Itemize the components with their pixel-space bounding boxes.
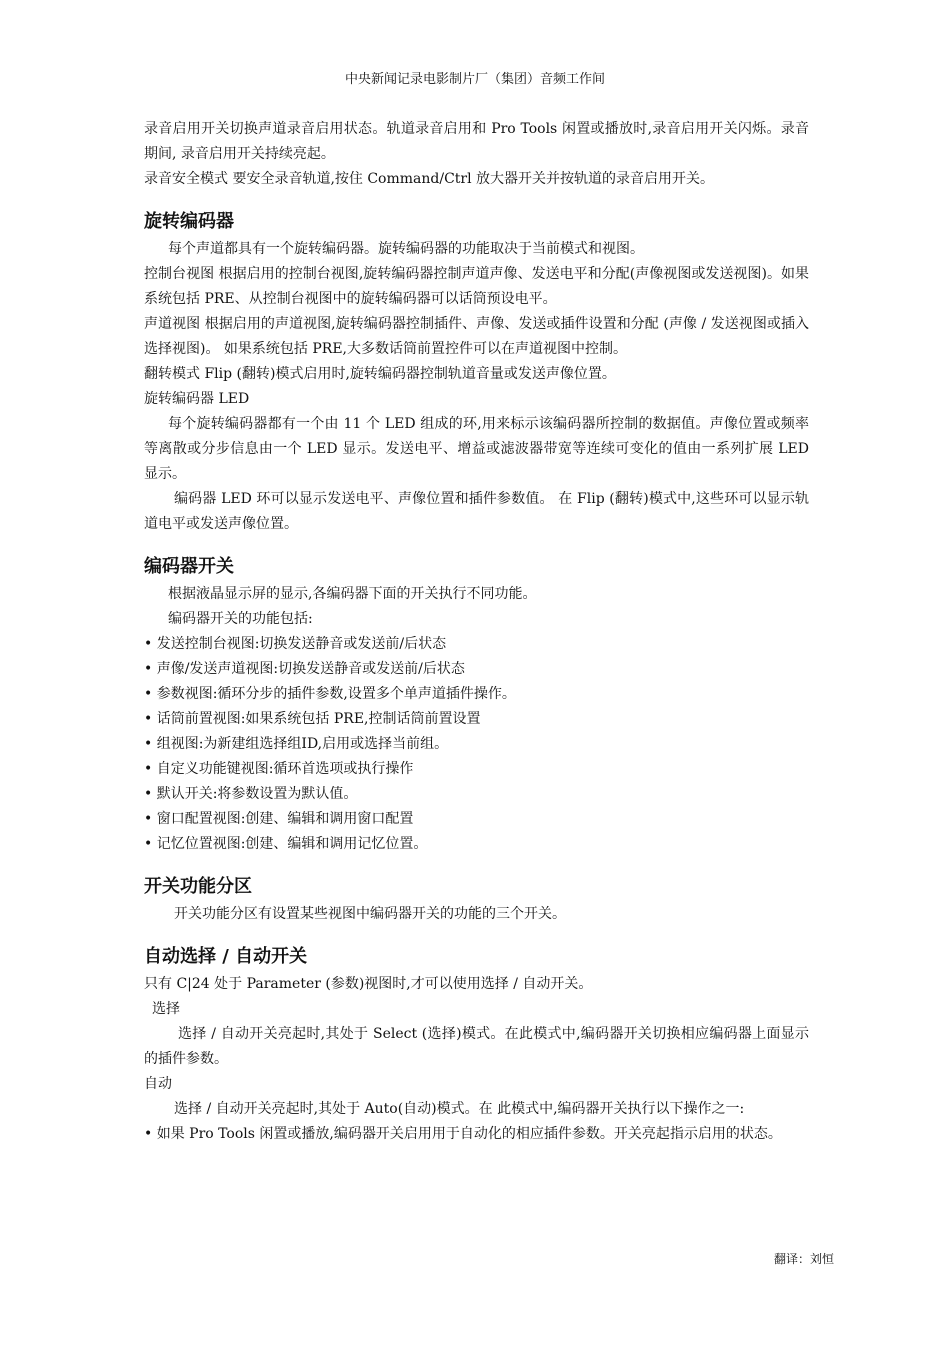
paragraph-rotary-intro: 每个声道都具有一个旋转编码器。旋转编码器的功能取决于当前模式和视图。 (168, 241, 644, 257)
heading-rotary-encoder: 旋转编码器 (144, 211, 234, 232)
list-item: • 记忆位置视图:创建、编辑和调用记忆位置。 (144, 836, 428, 852)
list-item: • 声像/发送声道视图:切换发送静音或发送前/后状态 (144, 661, 465, 677)
page-content (144, 117, 809, 1147)
paragraph-encoder-switch-functions: 编码器开关的功能包括: (168, 611, 313, 627)
list-item: • 窗口配置视图:创建、编辑和调用窗口配置 (144, 811, 414, 827)
paragraph-flip-mode: 翻转模式 Flip (翻转)模式启用时,旋转编码器控制轨道音量或发送声像位置。 (144, 366, 616, 382)
paragraph-auto-mode: 选择 / 自动开关亮起时,其处于 Auto(自动)模式。在 此模式中,编码器开关执行以下操作之一: (174, 1101, 745, 1117)
paragraph-led-ring: 每个旋转编码器都有一个由 11 个 LED 组成的环,用来标示该编码器所控制的数据值。声像位置或频率等离散或分步信息由一个 LED 显示。发送电平、增益或滤波器带宽等连续可变化的值由一系列扩展 LED 显示。 (144, 416, 809, 482)
list-item: • 自定义功能键视图:循环首选项或执行操作 (144, 761, 414, 777)
list-item: • 参数视图:循环分步的插件参数,设置多个单声道插件操作。 (144, 686, 516, 702)
paragraph-switch-zone: 开关功能分区有设置某些视图中编码器开关的功能的三个开关。 (174, 906, 566, 922)
paragraph-led-display: 编码器 LED 环可以显示发送电平、声像位置和插件参数值。 在 Flip (翻转)模式中,这些环可以显示轨道电平或发送声像位置。 (144, 491, 809, 532)
paragraph-record-safe: 录音安全模式 要安全录音轨道,按住 Command/Ctrl 放大器开关并按轨道的录音启用开关。 (144, 171, 715, 187)
heading-auto-select: 自动选择 / 自动开关 (144, 946, 308, 967)
paragraph-console-view: 控制台视图 根据启用的控制台视图,旋转编码器控制声道声像、发送电平和分配(声像视图或发送视图)。如果系统包括 PRE、从控制台视图中的旋转编码器可以话筒预设电平。 (144, 266, 809, 307)
subheading-encoder-led: 旋转编码器 LED (144, 391, 250, 407)
page-header: 中央新闻记录电影制片厂（集团）音频工作间 (344, 72, 605, 87)
list-item: • 默认开关:将参数设置为默认值。 (144, 786, 358, 802)
paragraph-channel-view: 声道视图 根据启用的声道视图,旋转编码器控制插件、声像、发送或插件设置和分配 (声像 / 发送视图或插入选择视图)。 如果系统包括 PRE,大多数话筒前置控件可以在声道视图中控制。 (144, 316, 809, 357)
paragraph-record-enable: 录音启用开关切换声道录音启用状态。轨道录音启用和 Pro Tools 闲置或播放时,录音启用开关闪烁。录音期间, 录音启用开关持续亮起。 (144, 121, 809, 162)
label-select: 选择 (152, 1001, 180, 1017)
list-item: • 话筒前置视图:如果系统包括 PRE,控制话筒前置设置 (144, 711, 481, 727)
paragraph-select-mode: 选择 / 自动开关亮起时,其处于 Select (选择)模式。在此模式中,编码器开关切换相应编码器上面显示的插件参数。 (144, 1026, 809, 1067)
list-item: • 如果 Pro Tools 闲置或播放,编码器开关启用用于自动化的相应插件参数。开关亮起指示启用的状态。 (144, 1126, 782, 1142)
list-item: • 组视图:为新建组选择组ID,启用或选择当前组。 (144, 736, 449, 752)
paragraph-encoder-switch-lcd: 根据液晶显示屏的显示,各编码器下面的开关执行不同功能。 (168, 586, 537, 602)
list-item: • 发送控制台视图:切换发送静音或发送前/后状态 (144, 636, 447, 652)
label-auto: 自动 (144, 1076, 172, 1092)
paragraph-parameter-view: 只有 C|24 处于 Parameter (参数)视图时,才可以使用选择 / 自动开关。 (144, 976, 593, 992)
heading-encoder-switch: 编码器开关 (144, 556, 234, 577)
page-footer-translator: 翻译：刘恒 (773, 1252, 834, 1266)
heading-switch-function-zone: 开关功能分区 (144, 876, 252, 897)
